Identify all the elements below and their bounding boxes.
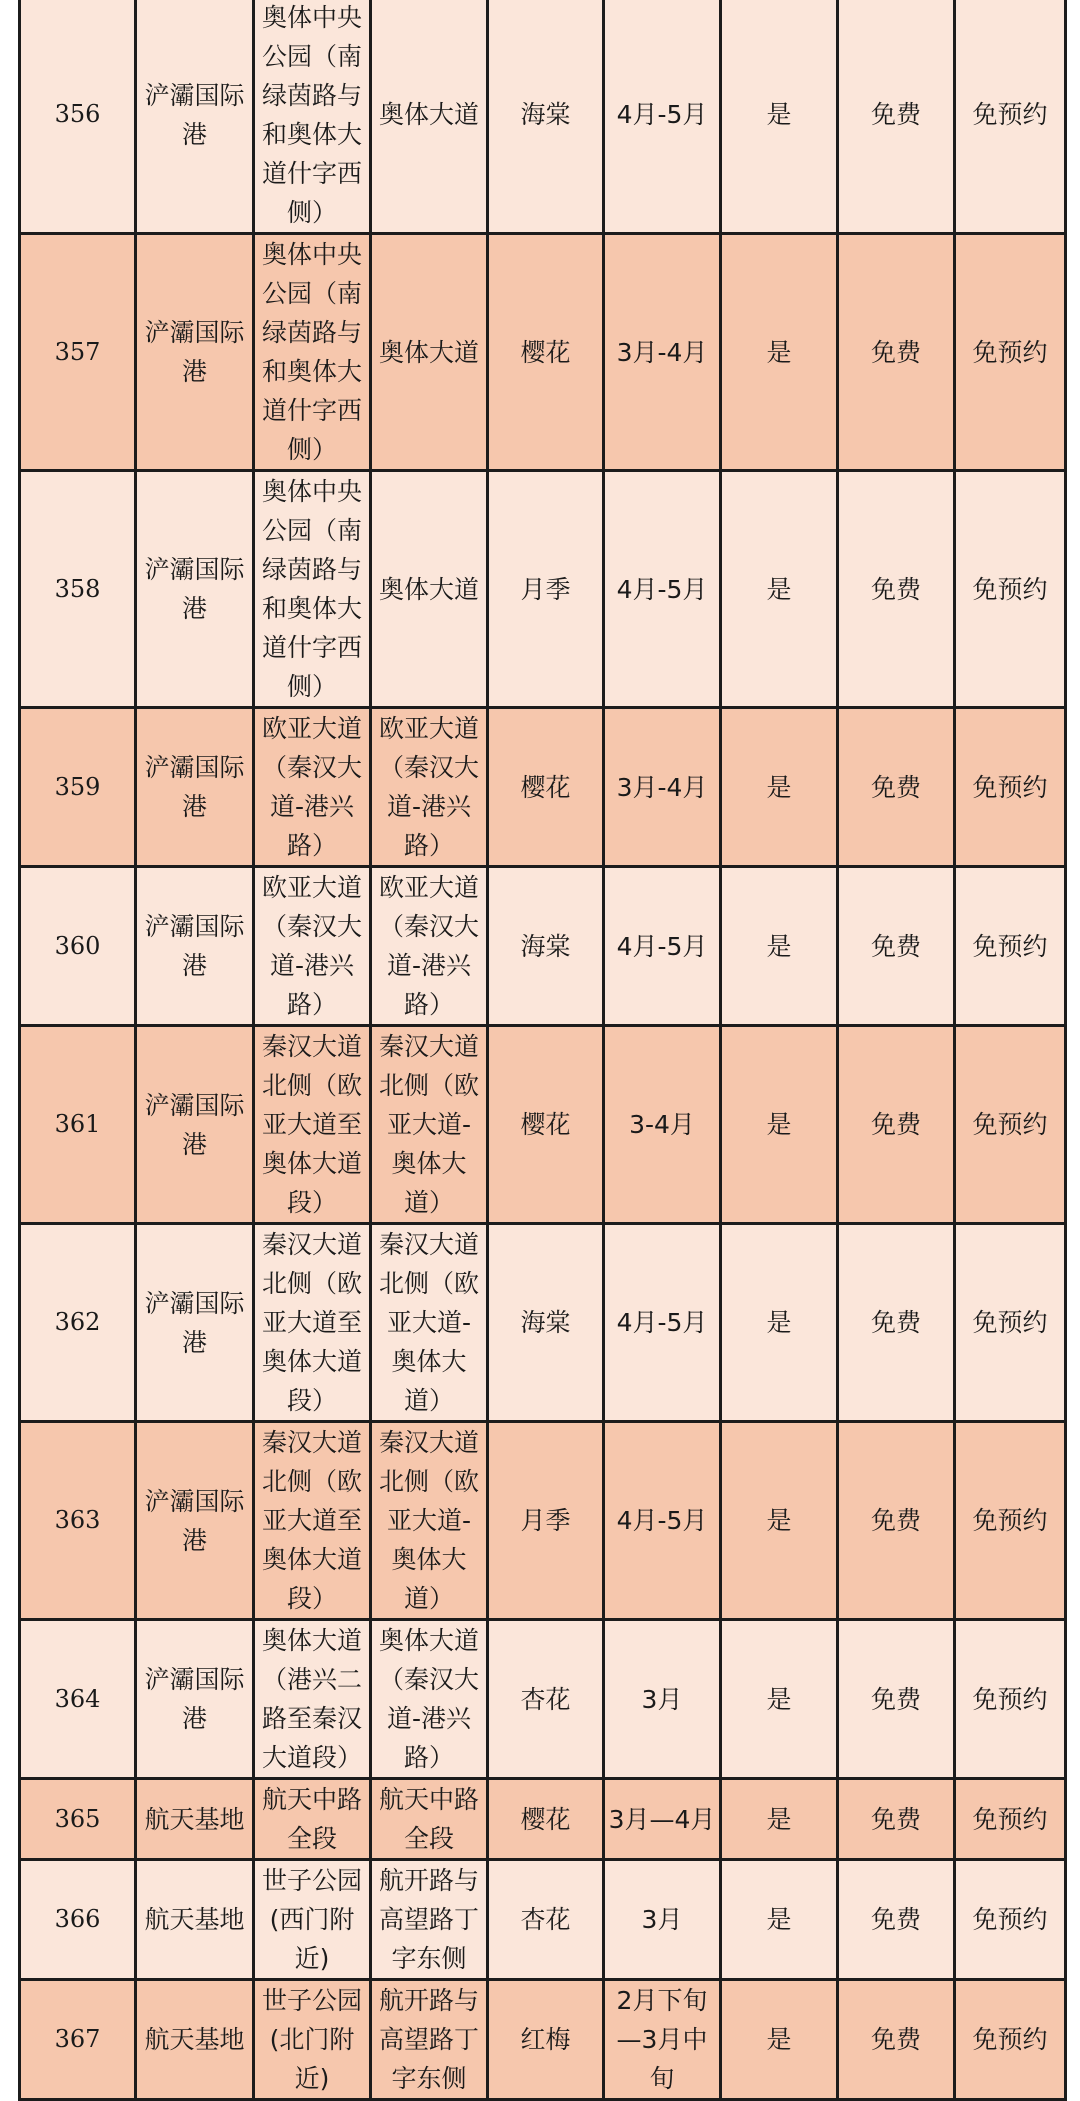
road-cell: 欧亚大道（秦汉大道-港兴路） bbox=[371, 867, 488, 1026]
flower-type-cell: 杏花 bbox=[488, 1860, 604, 1980]
open-status-cell: 是 bbox=[721, 471, 838, 708]
district-cell: 浐灞国际港 bbox=[136, 1224, 254, 1422]
road-cell: 航天中路全段 bbox=[371, 1779, 488, 1860]
booking-cell: 免预约 bbox=[955, 1980, 1066, 2100]
location-cell: 秦汉大道北侧（欧亚大道至奥体大道段） bbox=[254, 1422, 371, 1620]
location-cell: 奥体大道（港兴二路至秦汉大道段） bbox=[254, 1620, 371, 1779]
flower-type-cell: 樱花 bbox=[488, 708, 604, 867]
location-cell: 航天中路全段 bbox=[254, 1779, 371, 1860]
location-cell: 欧亚大道（秦汉大道-港兴路） bbox=[254, 708, 371, 867]
table-row bbox=[20, 1980, 1066, 2100]
fee-cell: 免费 bbox=[838, 1026, 955, 1224]
booking-cell: 免预约 bbox=[955, 1026, 1066, 1224]
bloom-period-cell: 3-4月 bbox=[604, 1026, 721, 1224]
fee-cell: 免费 bbox=[838, 471, 955, 708]
road-cell: 秦汉大道北侧（欧亚大道-奥体大道） bbox=[371, 1422, 488, 1620]
flower-type-cell: 海棠 bbox=[488, 867, 604, 1026]
district-cell: 浐灞国际港 bbox=[136, 1620, 254, 1779]
booking-cell: 免预约 bbox=[955, 708, 1066, 867]
location-cell: 秦汉大道北侧（欧亚大道至奥体大道段） bbox=[254, 1224, 371, 1422]
fee-cell: 免费 bbox=[838, 1620, 955, 1779]
district-cell: 浐灞国际港 bbox=[136, 1026, 254, 1224]
road-cell: 奥体大道（秦汉大道-港兴路） bbox=[371, 1620, 488, 1779]
open-status-cell: 是 bbox=[721, 1860, 838, 1980]
road-cell: 欧亚大道（秦汉大道-港兴路） bbox=[371, 708, 488, 867]
table-row bbox=[20, 1620, 1066, 1779]
road-cell: 航开路与高望路丁字东侧 bbox=[371, 1980, 488, 2100]
booking-cell: 免预约 bbox=[955, 1860, 1066, 1980]
location-cell: 欧亚大道（秦汉大道-港兴路） bbox=[254, 867, 371, 1026]
open-status-cell: 是 bbox=[721, 234, 838, 471]
table-row bbox=[20, 1860, 1066, 1980]
open-status-cell: 是 bbox=[721, 1980, 838, 2100]
flower-viewing-table bbox=[18, 0, 1067, 2101]
table-row bbox=[20, 0, 1066, 234]
booking-cell: 免预约 bbox=[955, 234, 1066, 471]
row-number-cell: 367 bbox=[20, 1980, 136, 2100]
district-cell: 浐灞国际港 bbox=[136, 708, 254, 867]
table-row bbox=[20, 1779, 1066, 1860]
bloom-period-cell: 3月-4月 bbox=[604, 234, 721, 471]
table-row bbox=[20, 867, 1066, 1026]
flower-type-cell: 海棠 bbox=[488, 0, 604, 234]
booking-cell: 免预约 bbox=[955, 1224, 1066, 1422]
road-cell: 航开路与高望路丁字东侧 bbox=[371, 1860, 488, 1980]
flower-type-cell: 海棠 bbox=[488, 1224, 604, 1422]
flower-type-cell: 红梅 bbox=[488, 1980, 604, 2100]
row-number-cell: 362 bbox=[20, 1224, 136, 1422]
fee-cell: 免费 bbox=[838, 1980, 955, 2100]
booking-cell: 免预约 bbox=[955, 471, 1066, 708]
booking-cell: 免预约 bbox=[955, 0, 1066, 234]
bloom-period-cell: 3月-4月 bbox=[604, 708, 721, 867]
district-cell: 航天基地 bbox=[136, 1779, 254, 1860]
district-cell: 航天基地 bbox=[136, 1980, 254, 2100]
district-cell: 浐灞国际港 bbox=[136, 471, 254, 708]
road-cell: 秦汉大道北侧（欧亚大道-奥体大道） bbox=[371, 1224, 488, 1422]
open-status-cell: 是 bbox=[721, 0, 838, 234]
booking-cell: 免预约 bbox=[955, 1422, 1066, 1620]
row-number-cell: 363 bbox=[20, 1422, 136, 1620]
fee-cell: 免费 bbox=[838, 1422, 955, 1620]
row-number-cell: 360 bbox=[20, 867, 136, 1026]
open-status-cell: 是 bbox=[721, 708, 838, 867]
district-cell: 浐灞国际港 bbox=[136, 234, 254, 471]
table-row bbox=[20, 1224, 1066, 1422]
row-number-cell: 359 bbox=[20, 708, 136, 867]
location-cell: 世子公园(北门附近) bbox=[254, 1980, 371, 2100]
row-number-cell: 356 bbox=[20, 0, 136, 234]
open-status-cell: 是 bbox=[721, 1026, 838, 1224]
open-status-cell: 是 bbox=[721, 1779, 838, 1860]
flower-type-cell: 月季 bbox=[488, 471, 604, 708]
booking-cell: 免预约 bbox=[955, 1620, 1066, 1779]
bloom-period-cell: 3月 bbox=[604, 1620, 721, 1779]
road-cell: 秦汉大道北侧（欧亚大道-奥体大道） bbox=[371, 1026, 488, 1224]
bloom-period-cell: 4月-5月 bbox=[604, 0, 721, 234]
fee-cell: 免费 bbox=[838, 0, 955, 234]
row-number-cell: 366 bbox=[20, 1860, 136, 1980]
location-cell: 世子公园(西门附近) bbox=[254, 1860, 371, 1980]
open-status-cell: 是 bbox=[721, 1224, 838, 1422]
road-cell: 奥体大道 bbox=[371, 234, 488, 471]
flower-type-cell: 樱花 bbox=[488, 234, 604, 471]
table-row bbox=[20, 1422, 1066, 1620]
row-number-cell: 357 bbox=[20, 234, 136, 471]
flower-type-cell: 樱花 bbox=[488, 1026, 604, 1224]
fee-cell: 免费 bbox=[838, 234, 955, 471]
fee-cell: 免费 bbox=[838, 1779, 955, 1860]
location-cell: 秦汉大道北侧（欧亚大道至奥体大道段） bbox=[254, 1026, 371, 1224]
bloom-period-cell: 4月-5月 bbox=[604, 1422, 721, 1620]
bloom-period-cell: 3月—4月 bbox=[604, 1779, 721, 1860]
bloom-period-cell: 2月下旬—3月中旬 bbox=[604, 1980, 721, 2100]
bloom-period-cell: 4月-5月 bbox=[604, 1224, 721, 1422]
table-row bbox=[20, 234, 1066, 471]
table-row bbox=[20, 471, 1066, 708]
bloom-period-cell: 4月-5月 bbox=[604, 867, 721, 1026]
district-cell: 浐灞国际港 bbox=[136, 0, 254, 234]
location-cell: 奥体中央公园（南绿茵路与和奥体大道什字西侧） bbox=[254, 0, 371, 234]
table-row bbox=[20, 708, 1066, 867]
district-cell: 浐灞国际港 bbox=[136, 1422, 254, 1620]
district-cell: 航天基地 bbox=[136, 1860, 254, 1980]
booking-cell: 免预约 bbox=[955, 867, 1066, 1026]
flower-type-cell: 月季 bbox=[488, 1422, 604, 1620]
location-cell: 奥体中央公园（南绿茵路与和奥体大道什字西侧） bbox=[254, 471, 371, 708]
table-body bbox=[20, 0, 1066, 2100]
bloom-period-cell: 4月-5月 bbox=[604, 471, 721, 708]
row-number-cell: 365 bbox=[20, 1779, 136, 1860]
location-cell: 奥体中央公园（南绿茵路与和奥体大道什字西侧） bbox=[254, 234, 371, 471]
road-cell: 奥体大道 bbox=[371, 0, 488, 234]
district-cell: 浐灞国际港 bbox=[136, 867, 254, 1026]
row-number-cell: 361 bbox=[20, 1026, 136, 1224]
fee-cell: 免费 bbox=[838, 1224, 955, 1422]
row-number-cell: 364 bbox=[20, 1620, 136, 1779]
fee-cell: 免费 bbox=[838, 867, 955, 1026]
bloom-period-cell: 3月 bbox=[604, 1860, 721, 1980]
table-row bbox=[20, 1026, 1066, 1224]
flower-type-cell: 樱花 bbox=[488, 1779, 604, 1860]
open-status-cell: 是 bbox=[721, 867, 838, 1026]
road-cell: 奥体大道 bbox=[371, 471, 488, 708]
flower-type-cell: 杏花 bbox=[488, 1620, 604, 1779]
open-status-cell: 是 bbox=[721, 1620, 838, 1779]
open-status-cell: 是 bbox=[721, 1422, 838, 1620]
fee-cell: 免费 bbox=[838, 1860, 955, 1980]
row-number-cell: 358 bbox=[20, 471, 136, 708]
fee-cell: 免费 bbox=[838, 708, 955, 867]
booking-cell: 免预约 bbox=[955, 1779, 1066, 1860]
